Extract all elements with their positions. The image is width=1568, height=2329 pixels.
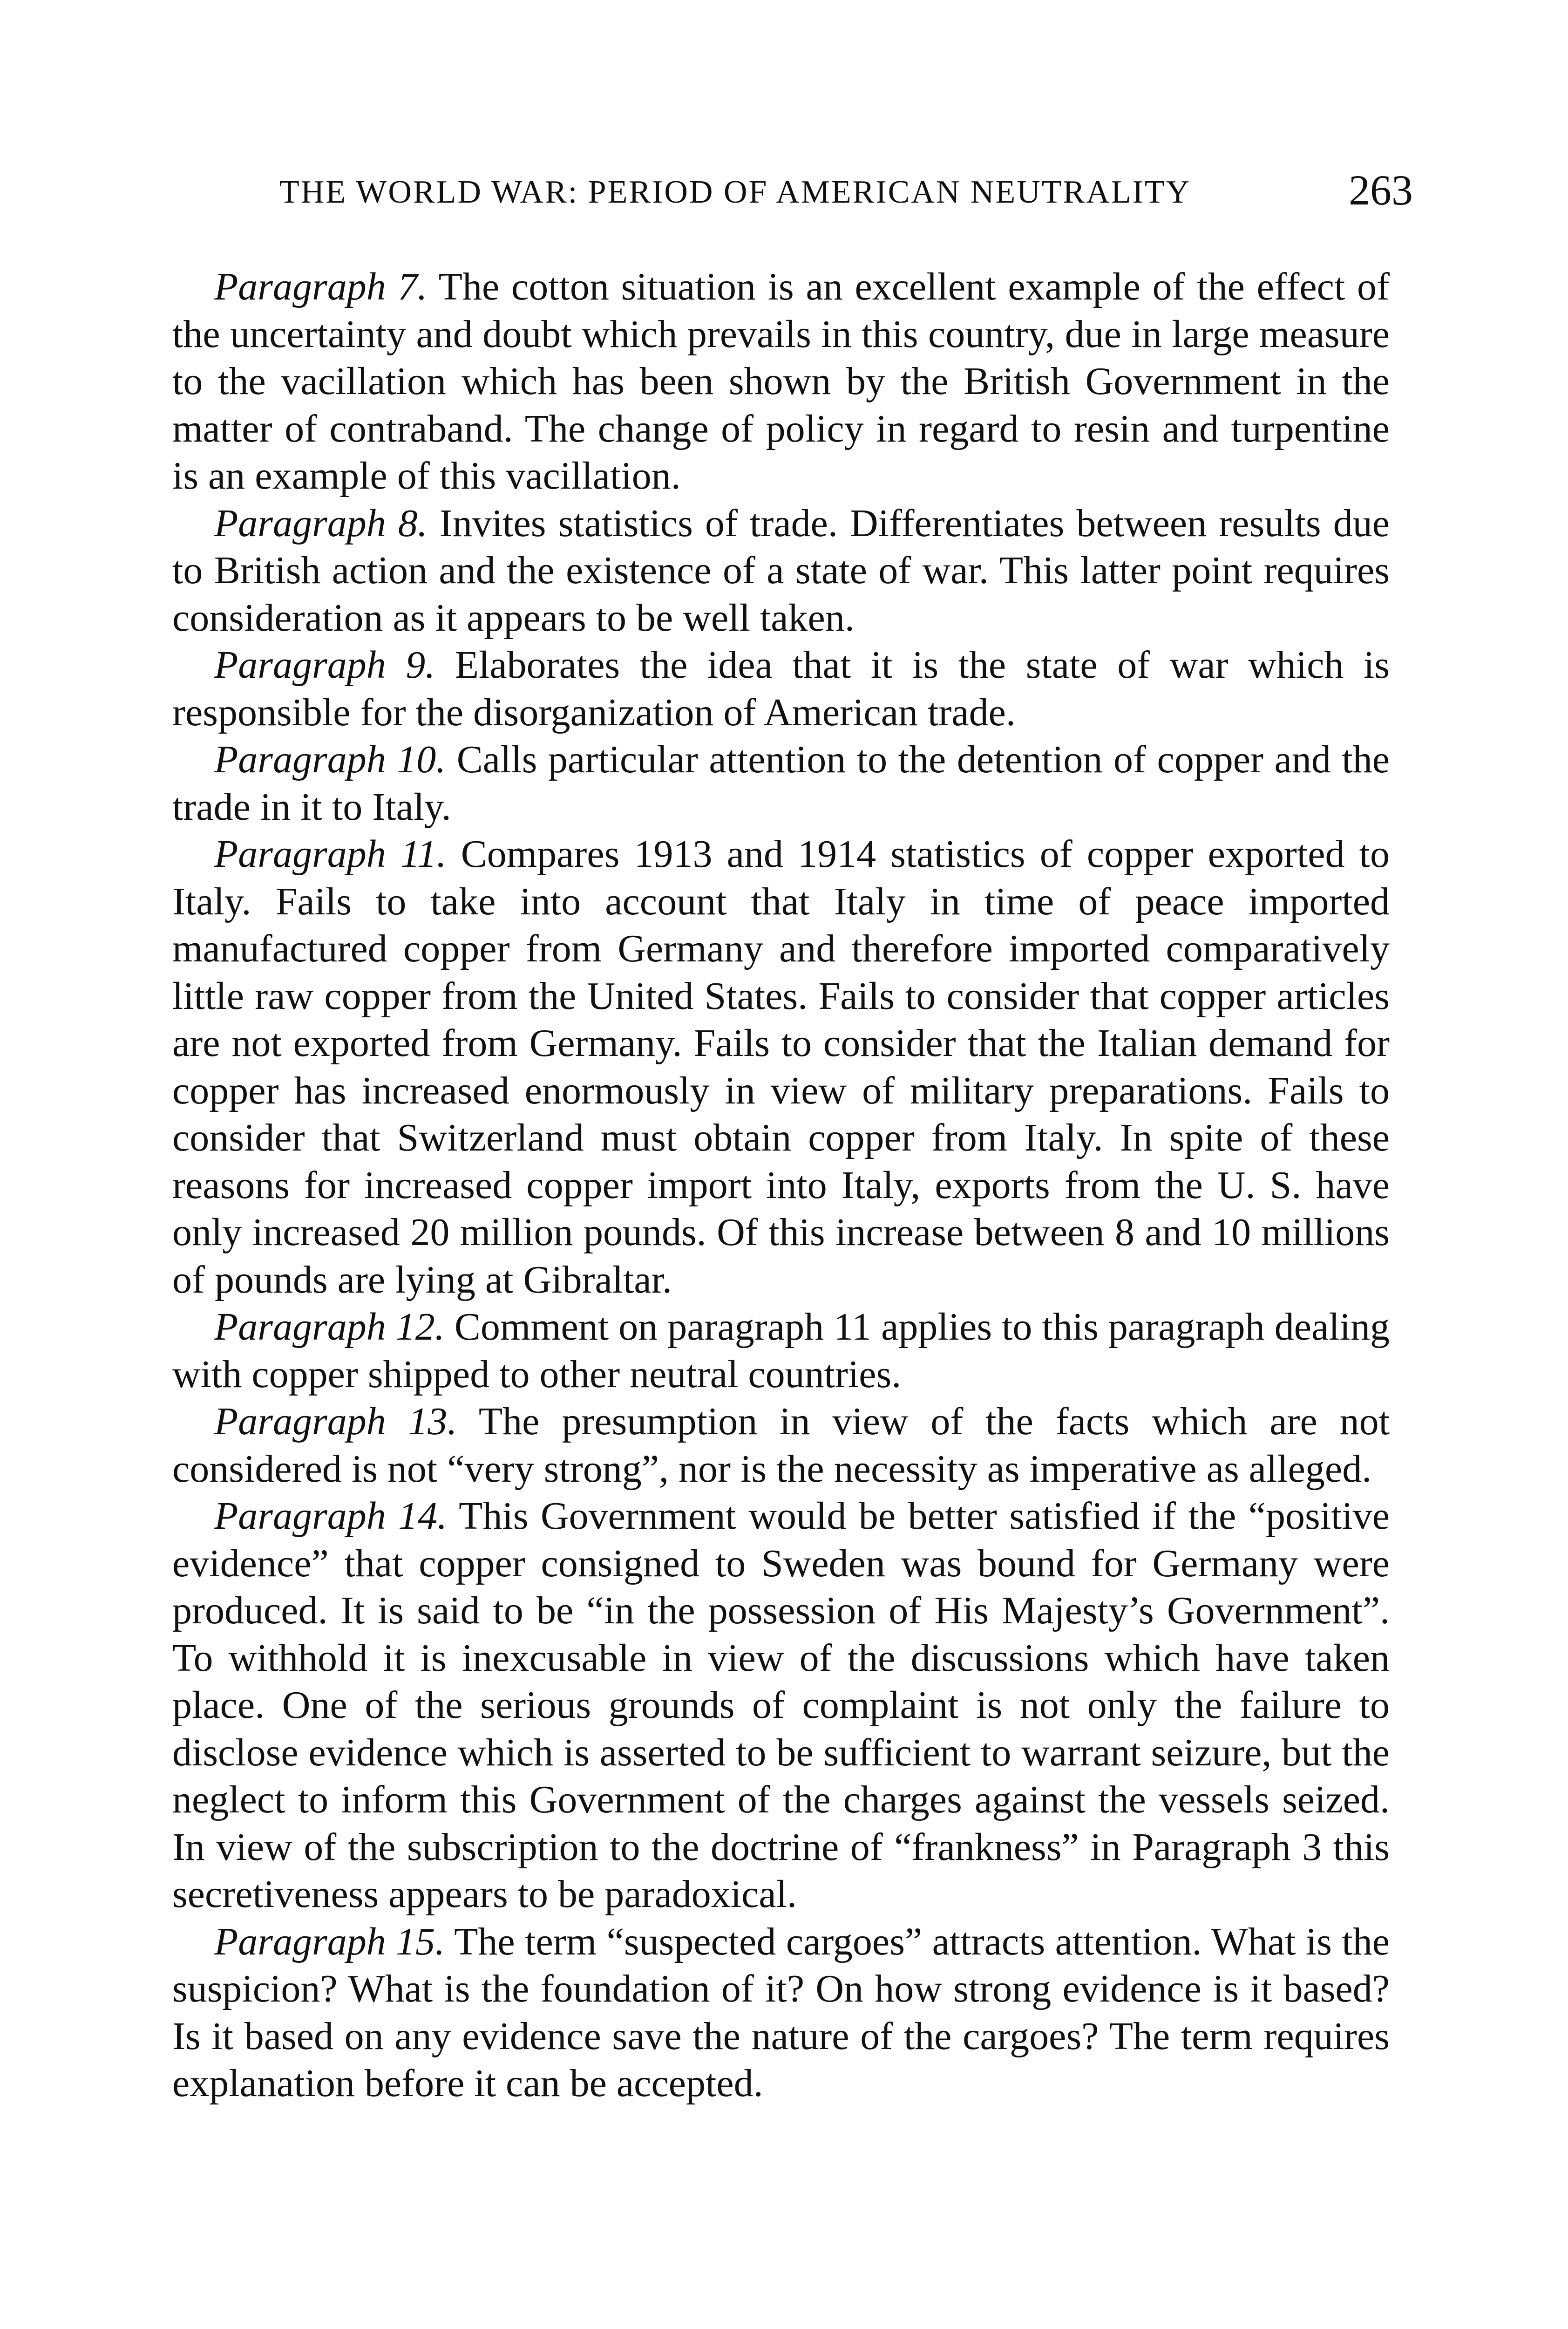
paragraph-text: Compares 1913 and 1914 statistics of copper exported to Italy. Fails to take into account that Italy in time of peace imported manufactured copper from Germany and therefore imported comparatively little raw copper from the United States. Fails to consider that copper articles are not exported from Germany. Fails to consider that the Italian demand for copper has increased enormously in view of military preparations. Fails to consider that Switzerland must obtain copper from Italy. In spite of these reasons for increased copper import into Italy, exports from the U. S. have only increased 20 million pounds. Of this increase between 8 and 10 millions of pounds are lying at Gibraltar. xyxy=(172,832,1390,1301)
paragraph-text: This Government would be better satisfied if the “positive evidence” that copper consigned to Sweden was bound for Germany were produced. It is said to be “in the possession of His Majesty’s Government”. To withhold it is inexcusable in view of the discussions which have taken place. One of the serious grounds of complaint is not only the failure to disclose evidence which is asserted to be sufficient to warrant seizure, but the neglect to inform this Government of the charges against the vessels seized. In view of the subscription to the doctrine of “frankness” in Paragraph 3 this secretiveness appears to be paradoxical. xyxy=(172,1494,1390,1916)
running-head: THE WORLD WAR: PERIOD OF AMERICAN NEUTRALITY xyxy=(279,174,1191,210)
paragraph-label: Paragraph 10. xyxy=(214,738,446,781)
paragraph-text: Comment on paragraph 11 applies to this paragraph dealing with copper shipped to other neutral countries. xyxy=(172,1305,1390,1396)
body-text xyxy=(172,263,1390,2107)
paragraph-label: Paragraph 9. xyxy=(214,643,435,687)
paragraph-label: Paragraph 11. xyxy=(214,832,447,876)
paragraph-10 xyxy=(172,736,1390,831)
paragraph-15 xyxy=(172,1918,1390,2107)
paragraph-label: Paragraph 15. xyxy=(214,1920,445,1963)
paragraph-12 xyxy=(172,1303,1390,1398)
paragraph-text: The presumption in view of the facts which are not considered is not “very strong”, nor is the necessity as imperative as alleged. xyxy=(172,1400,1390,1491)
paragraph-label: Paragraph 7. xyxy=(214,265,428,308)
paragraph-text: The cotton situation is an excellent example of the effect of the uncertainty and doubt which prevails in this country, due in large measure to the vacillation which has been shown by the British Government in the matter of contraband. The change of policy in regard to resin and turpentine is an example of this vacillation. xyxy=(172,265,1390,497)
paragraph-7 xyxy=(172,263,1390,500)
paragraph-text: The term “suspected cargoes” attracts attention. What is the suspicion? What is the foundation of it? On how strong evidence is it based? Is it based on any evidence save the nature of the cargoes? The term requires explanation before it can be accepted. xyxy=(172,1920,1390,2105)
paragraph-label: Paragraph 14. xyxy=(214,1494,448,1538)
paragraph-11 xyxy=(172,831,1390,1303)
paragraph-label: Paragraph 8. xyxy=(214,501,428,545)
paragraph-text: Elaborates the idea that it is the state of war which is responsible for the disorganization of American trade. xyxy=(172,643,1390,734)
paragraph-8 xyxy=(172,500,1390,642)
paragraph-label: Paragraph 13. xyxy=(214,1400,457,1443)
paragraph-14 xyxy=(172,1492,1390,1918)
paragraph-label: Paragraph 12. xyxy=(214,1305,445,1348)
paragraph-text: Calls particular attention to the detention of copper and the trade in it to Italy. xyxy=(172,738,1390,829)
page-number: 263 xyxy=(1349,166,1413,214)
paragraph-13 xyxy=(172,1398,1390,1492)
paragraph-text: Invites statistics of trade. Differentiates between results due to British action and the existence of a state of war. This latter point requires consideration as it appears to be well taken. xyxy=(172,501,1390,640)
paragraph-9 xyxy=(172,641,1390,736)
